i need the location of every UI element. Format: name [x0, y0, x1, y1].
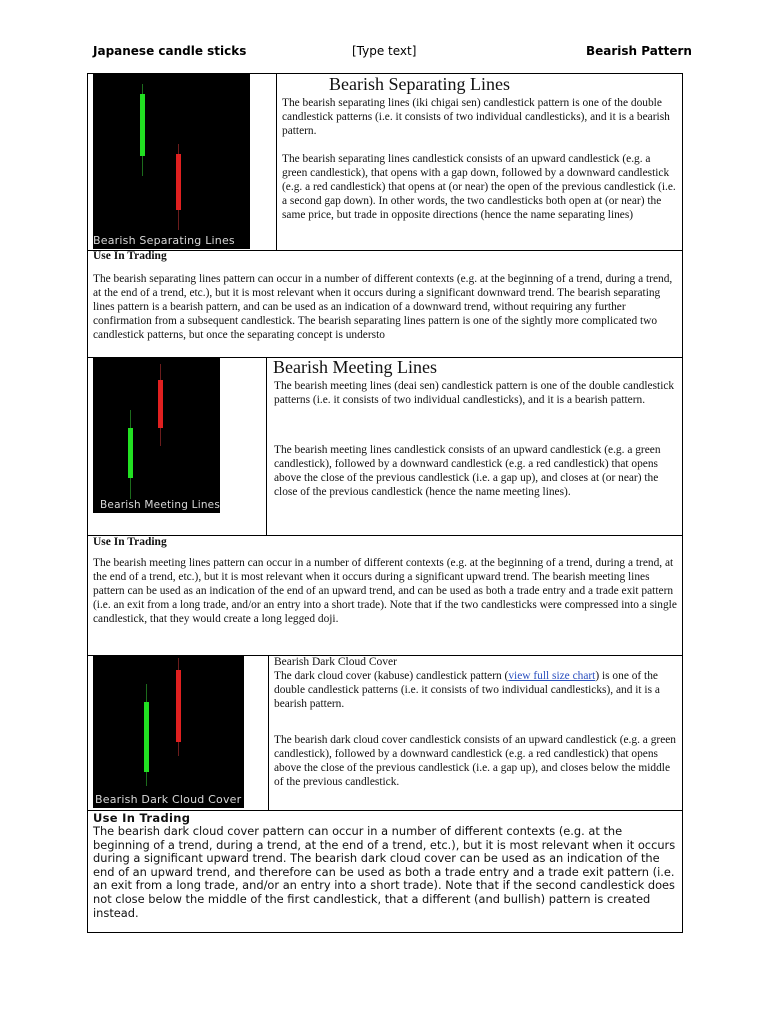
dark-cloud-cover-description: The bearish dark cloud cover candlestick consists of an upward candlestick (e.g. a green candlestick), followed by a downward candlestick (e.g. a red candlestick) that opens above the close of the previous candlestick (i.e. a gap up), and closes below the middle of the previous candlestick. — [274, 734, 676, 788]
cell-divider — [266, 357, 267, 535]
meeting-lines-intro: The bearish meeting lines (deai sen) candlestick pattern is one of the double candlestick patterns (i.e. it consists of two individual candlesticks), and it is a bearish pattern. — [274, 380, 675, 406]
dark-cloud-cover-use-heading: Use In Trading — [93, 811, 191, 825]
header-left: Japanese candle sticks — [93, 44, 247, 58]
meeting-lines-use-text: The bearish meeting lines pattern can occur in a number of different contexts (e.g. at the beginning of a trend, during a trend, at the end of a trend, etc.), but it is most relevant when it occurs during a significant upward trend. The bearish meeting lines pattern can be used as an indication of the end of an upward trend, and can be used as both a trade entry and a trade exit pattern (i.e. an exit from a long trade, and/or an entry into a short trade). Note that if the two candlesticks were compressed into a single candlestick, that they would create a long legged doji. — [93, 557, 677, 625]
separating-lines-chart — [93, 74, 250, 249]
row-divider — [87, 250, 682, 251]
meeting-lines-description: The bearish meeting lines candlestick consists of an upward candlestick (e.g. a green candlestick), followed by a downward candlestick (e.g. a red candlestick) that opens above the close of the previous candlestick (i.e. a gap up), and closes at (or near) the close of the previous candlestick (hence the name meeting lines). — [274, 444, 661, 498]
row-divider — [87, 535, 682, 536]
meeting-lines-title: Bearish Meeting Lines — [273, 357, 437, 377]
dark-cloud-cover-chart — [93, 656, 244, 808]
dark-cloud-cover-intro-end: ) is one of the double candlestick patterns (i.e. it consists of two individual candlesticks), and it is a bearish pattern. — [274, 670, 660, 710]
cell-divider — [276, 73, 277, 250]
separating-lines-use-heading: Use In Trading — [93, 250, 167, 262]
dark-cloud-cover-intro — [274, 669, 678, 711]
separating-lines-title: Bearish Separating Lines — [329, 74, 510, 94]
dark-cloud-cover-intro-start: The dark cloud cover (kabuse) candlestick pattern ( — [274, 670, 509, 682]
dark-cloud-cover-use-text: The bearish dark cloud cover pattern can occur in a number of different contexts (e.g. at the beginning of a trend, during a trend, at the end of a trend, etc.), but it is most relevant when it occurs during a significant upward trend. The bearish dark cloud cover can be used as an indication of the end of an upward trend, and therefore can be used as both a trade entry and a trade exit pattern (i.e. an exit from a long trade, and/or an entry into a short trade). Note that if the second candlestick does not close below the middle of the first candlestick, that a different (and bullish) pattern is created instead. — [93, 824, 676, 920]
separating-lines-intro: The bearish separating lines (iki chigai sen) candlestick pattern is one of the double candlestick patterns (i.e. it consists of two individual candlesticks), and it is a bearish pattern. — [282, 97, 670, 137]
header-right: Bearish Pattern — [586, 44, 692, 58]
separating-lines-description: The bearish separating lines candlestick consists of an upward candlestick (e.g. a green candlestick), that opens with a gap down, followed by a downward candlestick (e.g. a red candlestick) that opens at (or near) the open of the previous candlestick (i.e. a second gap down). In other words, the two candlesticks both open at (or near) the same price, but trade in opposite directions (hence the name separating lines) — [282, 153, 676, 221]
meeting-lines-use-heading: Use In Trading — [93, 536, 167, 548]
cell-divider — [268, 655, 269, 810]
view-full-size-chart-link[interactable]: view full size chart — [508, 670, 596, 682]
meeting-lines-chart — [93, 358, 220, 513]
header-center: [Type text] — [352, 44, 417, 58]
dark-cloud-cover-caption: Bearish Dark Cloud Cover — [95, 793, 242, 806]
meeting-lines-caption: Bearish Meeting Lines — [100, 499, 221, 511]
dark-cloud-cover-title: Bearish Dark Cloud Cover — [274, 656, 397, 668]
separating-lines-use-text: The bearish separating lines pattern can occur in a number of different contexts (e.g. at the beginning of a trend, during a trend, at the end of a trend, etc.), but it is most relevant when it occurs during a significant downward trend. The bearish separating lines pattern is a bearish pattern, and can be used as an indication of a downward trend, without requiring any further confirmation from a subsequent candlestick. The bearish separating lines pattern is one of the sightly more complicated two candlestick patterns, but once the separating concept is understo — [93, 273, 673, 341]
separating-lines-caption: Bearish Separating Lines — [93, 234, 235, 247]
